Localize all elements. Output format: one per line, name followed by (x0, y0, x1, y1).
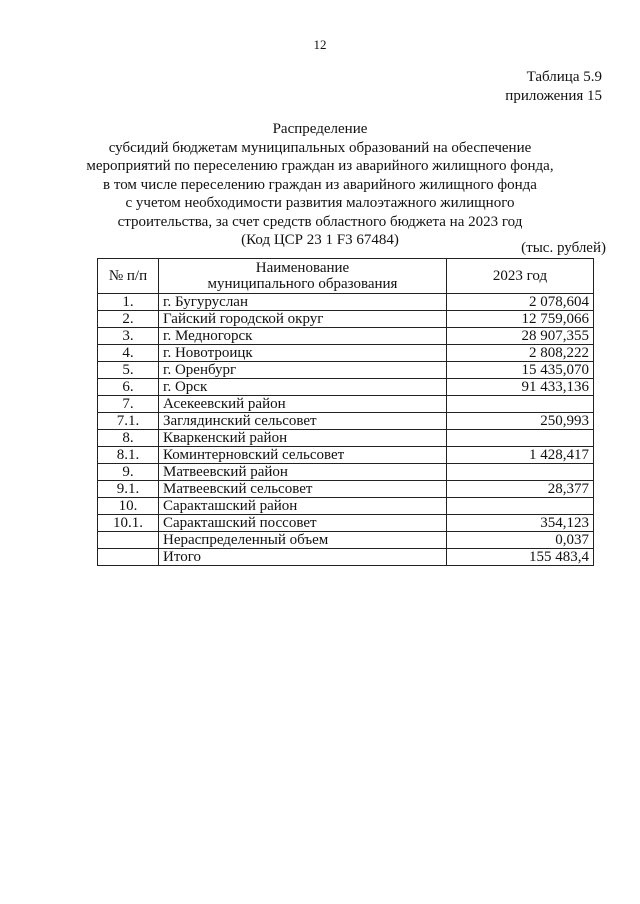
table-row (98, 498, 594, 515)
row-num: 8. (98, 430, 159, 447)
row-num: 1. (98, 294, 159, 311)
row-value: 12 759,066 (447, 311, 594, 328)
table-row (98, 379, 594, 396)
header-value: 2023 год (447, 259, 594, 294)
row-value (447, 396, 594, 413)
table-body (98, 294, 594, 566)
row-name: Асекеевский район (159, 396, 447, 413)
row-value: 15 435,070 (447, 362, 594, 379)
row-name: Кваркенский район (159, 430, 447, 447)
subsidy-table (97, 258, 594, 566)
title-line: (Код ЦСР 23 1 F3 67484) (241, 232, 399, 248)
row-name: Матвеевский сельсовет (159, 481, 447, 498)
row-num: 9. (98, 464, 159, 481)
annex-reference (505, 68, 602, 106)
row-num: 7. (98, 396, 159, 413)
table-row (98, 345, 594, 362)
row-value: 2 078,604 (447, 294, 594, 311)
row-num: 4. (98, 345, 159, 362)
header-name-line1: Наименование (255, 260, 350, 276)
row-value: 155 483,4 (447, 549, 594, 566)
row-value (447, 498, 594, 515)
annex-appendix: приложения 15 (505, 88, 602, 104)
row-name: Заглядинский сельсовет (159, 413, 447, 430)
table-row (98, 430, 594, 447)
row-num: 3. (98, 328, 159, 345)
table-row (98, 396, 594, 413)
header-name (159, 259, 447, 294)
row-value: 91 433,136 (447, 379, 594, 396)
row-value: 2 808,222 (447, 345, 594, 362)
row-num: 10.1. (98, 515, 159, 532)
table-row (98, 532, 594, 549)
row-num (98, 549, 159, 566)
title-line: строительства, за счет средств областного бюджета на 2023 год (117, 213, 523, 230)
row-value: 28,377 (447, 481, 594, 498)
table-row (98, 515, 594, 532)
row-name: Итого (159, 549, 447, 566)
row-value (447, 464, 594, 481)
table-header-row (98, 259, 594, 294)
table-row (98, 481, 594, 498)
row-name: г. Бугуруслан (159, 294, 447, 311)
row-value: 0,037 (447, 532, 594, 549)
row-name: Гайский городской округ (159, 311, 447, 328)
row-name: Нераспределенный объем (159, 532, 447, 549)
document-title (0, 120, 640, 250)
row-value: 354,123 (447, 515, 594, 532)
units-label: (тыс. рублей) (521, 240, 606, 256)
table-row (98, 328, 594, 345)
header-num: № п/п (98, 259, 159, 294)
table-row (98, 362, 594, 379)
table-row (98, 294, 594, 311)
table-row (98, 549, 594, 566)
row-name: Коминтерновский сельсовет (159, 447, 447, 464)
row-value (447, 430, 594, 447)
annex-table-number: Таблица 5.9 (526, 69, 602, 85)
row-value: 1 428,417 (447, 447, 594, 464)
page-number: 12 (313, 37, 327, 52)
table-row (98, 311, 594, 328)
title-line: Распределение (272, 121, 368, 137)
row-value: 28 907,355 (447, 328, 594, 345)
header-name-line2: муниципального образования (207, 276, 398, 292)
row-num: 2. (98, 311, 159, 328)
table-row (98, 413, 594, 430)
row-name: Саракташский район (159, 498, 447, 515)
row-value: 250,993 (447, 413, 594, 430)
row-num: 7.1. (98, 413, 159, 430)
table-row (98, 464, 594, 481)
row-num: 9.1. (98, 481, 159, 498)
table-row (98, 447, 594, 464)
row-num: 6. (98, 379, 159, 396)
title-line: мероприятий по переселению граждан из аварийного жилищного фонда, (86, 158, 554, 174)
title-line: субсидий бюджетам муниципальных образований на обеспечение (108, 139, 532, 156)
row-name: Матвеевский район (159, 464, 447, 481)
row-name: г. Орск (159, 379, 447, 396)
row-name: г. Новотроицк (159, 345, 447, 362)
title-line: в том числе переселению граждан из аварийного жилищного фонда (103, 176, 537, 193)
row-name: г. Оренбург (159, 362, 447, 379)
row-num: 5. (98, 362, 159, 379)
row-num (98, 532, 159, 549)
title-line: с учетом необходимости развития малоэтажного жилищного (125, 195, 515, 211)
row-num: 8.1. (98, 447, 159, 464)
row-name: Саракташский поссовет (159, 515, 447, 532)
row-name: г. Медногорск (159, 328, 447, 345)
row-num: 10. (98, 498, 159, 515)
